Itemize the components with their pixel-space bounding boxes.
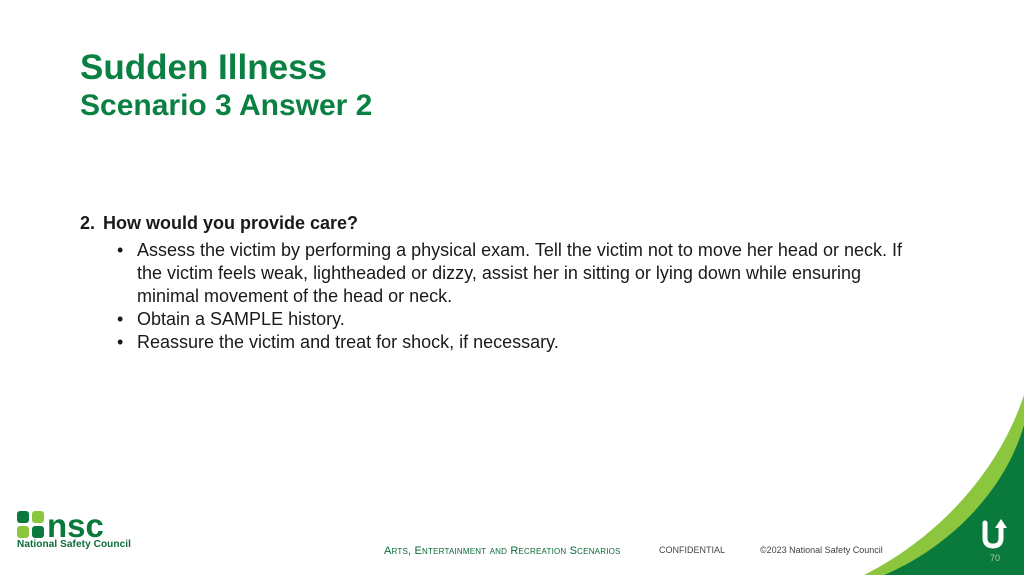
slide-title: Sudden Illness <box>80 48 327 87</box>
bullet-text: Obtain a SAMPLE history. <box>137 309 345 329</box>
answer-bullets <box>80 239 920 354</box>
footer-confidential: CONFIDENTIAL <box>659 545 726 555</box>
bullet-icon: • <box>117 309 124 329</box>
nsc-logo-icon <box>17 508 129 538</box>
list-item <box>117 331 920 354</box>
slide-subtitle: Scenario 3 Answer 2 <box>80 89 373 122</box>
bullet-text: Reassure the victim and treat for shock, if necessary. <box>137 332 559 352</box>
slide-content <box>80 211 920 354</box>
footer-copyright: ©2023 National Safety Council <box>760 545 883 555</box>
question-text: How would you provide care? <box>103 213 359 233</box>
bullet-icon: • <box>117 332 124 352</box>
question-number: 2. <box>80 213 96 233</box>
bullet-icon: • <box>117 240 124 260</box>
corner-decoration <box>864 395 1024 575</box>
question <box>80 211 920 235</box>
bullet-text: Assess the victim by performing a physical exam. Tell the victim not to move her head or neck. If the victim feels weak, lightheaded or dizzy, assist her in sitting or lying down while ensuring minimal movement of the head or neck. <box>137 240 902 306</box>
page-number: 70 <box>990 553 1001 563</box>
title-block <box>80 48 372 124</box>
footer-course: Arts, Entertainment and Recreation Scenarios <box>384 545 621 557</box>
nsc-logo <box>17 508 131 550</box>
logo-name: National Safety Council <box>17 539 131 550</box>
list-item <box>117 239 920 308</box>
list-item <box>117 308 920 331</box>
svg-text:nsc: nsc <box>47 508 104 538</box>
